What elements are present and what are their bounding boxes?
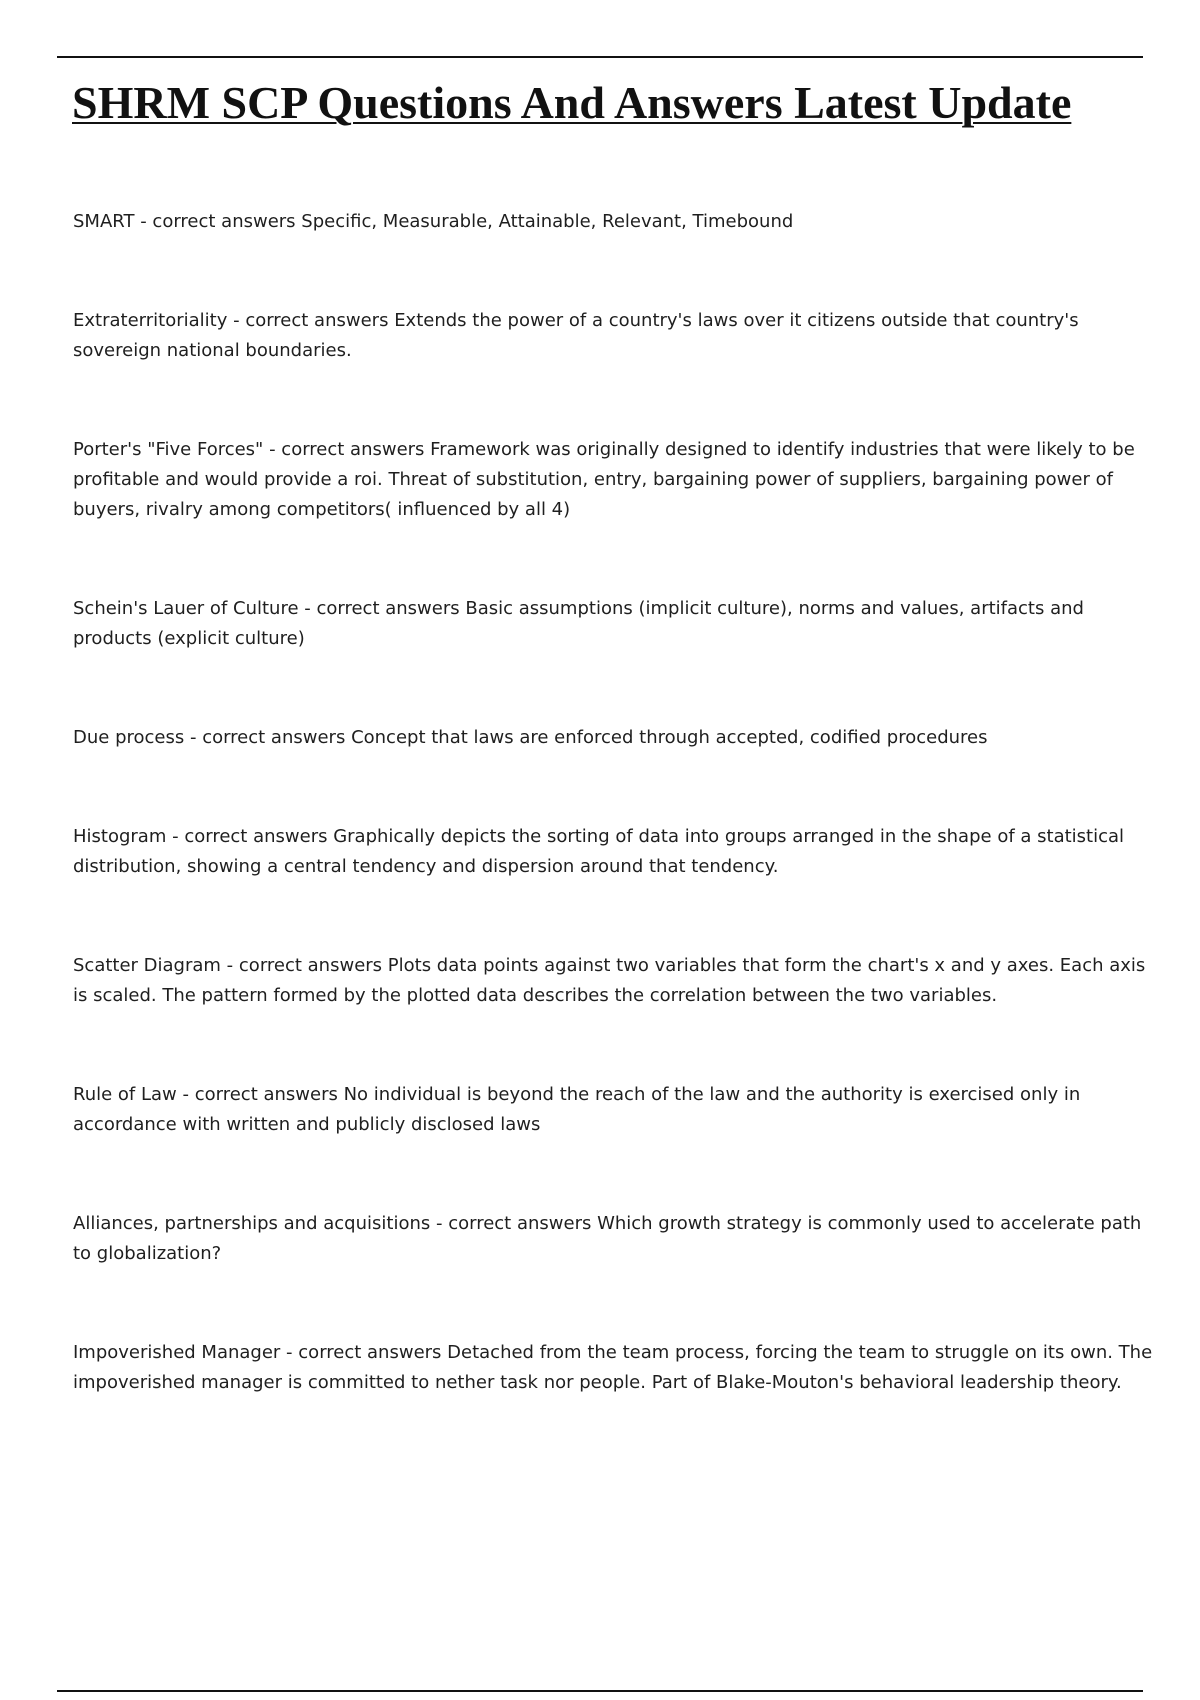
qa-answer-prefix: correct answers — [448, 1213, 598, 1234]
qa-item — [73, 435, 1163, 525]
top-divider — [57, 56, 1143, 58]
qa-separator: - — [430, 1213, 449, 1234]
qa-term: Due process — [73, 727, 185, 748]
qa-term: Porter's "Five Forces" — [73, 439, 264, 460]
qa-answer: No individual is beyond the reach of the law and the authority is exercised only in accordance with written and publicly disclosed laws — [73, 1084, 1081, 1135]
qa-term: Extraterritoriality — [73, 310, 228, 331]
qa-answer-prefix: correct answers — [316, 598, 466, 619]
qa-separator: - — [220, 955, 239, 976]
qa-list — [73, 207, 1163, 1467]
qa-term: Schein's Lauer of Culture — [73, 598, 299, 619]
qa-item — [73, 951, 1163, 1011]
qa-item — [73, 1080, 1163, 1140]
qa-answer: Graphically depicts the sorting of data into groups arranged in the shape of a statistical distribution, showing a central tendency and dispersion around that tendency. — [73, 826, 1125, 877]
qa-answer-prefix: correct answers — [281, 439, 431, 460]
qa-separator: - — [166, 826, 185, 847]
qa-item — [73, 723, 1163, 753]
qa-answer-prefix: correct answers — [202, 727, 352, 748]
document-title: SHRM SCP Questions And Answers Latest Update — [72, 77, 1072, 128]
qa-term: SMART — [73, 211, 135, 232]
qa-answer: Extends the power of a country's laws over it citizens outside that country's sovereign national boundaries. — [73, 310, 1079, 361]
qa-answer: Basic assumptions (implicit culture), norms and values, artifacts and products (explicit culture) — [73, 598, 1084, 649]
qa-answer: Detached from the team process, forcing the team to struggle on its own. The impoverished manager is committed to nether task nor people. Part of Blake-Mouton's behavioral leadership theory. — [73, 1342, 1153, 1393]
qa-term: Scatter Diagram — [73, 955, 221, 976]
qa-item — [73, 594, 1163, 654]
qa-separator: - — [263, 439, 282, 460]
qa-separator: - — [280, 1342, 299, 1363]
qa-item — [73, 822, 1163, 882]
qa-answer-prefix: correct answers — [194, 1084, 344, 1105]
qa-term: Rule of Law — [73, 1084, 177, 1105]
qa-answer: Plots data points against two variables that form the chart's x and y axes. Each axis is scaled. The pattern formed by the plotted data describes the correlation between the two variables. — [73, 955, 1146, 1006]
qa-answer-prefix: correct answers — [298, 1342, 448, 1363]
qa-item — [73, 1209, 1163, 1269]
qa-answer: Concept that laws are enforced through accepted, codified procedures — [351, 727, 988, 748]
qa-item — [73, 207, 1163, 237]
qa-answer: Which growth strategy is commonly used to accelerate path to globalization? — [73, 1213, 1142, 1264]
qa-answer-prefix: correct answers — [152, 211, 302, 232]
qa-separator: - — [176, 1084, 195, 1105]
qa-item — [73, 306, 1163, 366]
qa-answer-prefix: correct answers — [184, 826, 334, 847]
qa-answer-prefix: correct answers — [245, 310, 395, 331]
bottom-divider — [57, 1690, 1143, 1692]
qa-separator: - — [298, 598, 317, 619]
qa-term: Alliances, partnerships and acquisitions — [73, 1213, 431, 1234]
qa-term: Histogram — [73, 826, 167, 847]
qa-answer: Specific, Measurable, Attainable, Relevant, Timebound — [301, 211, 794, 232]
qa-item — [73, 1338, 1163, 1398]
qa-answer: Framework was originally designed to identify industries that were likely to be profitable and would provide a roi. Threat of substitution, entry, bargaining power of suppliers, bargaining power of buyers, rivalry among competitors( influenced by all 4) — [73, 439, 1135, 520]
qa-separator: - — [184, 727, 203, 748]
qa-term: Impoverished Manager — [73, 1342, 281, 1363]
qa-answer-prefix: correct answers — [238, 955, 388, 976]
qa-separator: - — [227, 310, 246, 331]
qa-separator: - — [134, 211, 153, 232]
